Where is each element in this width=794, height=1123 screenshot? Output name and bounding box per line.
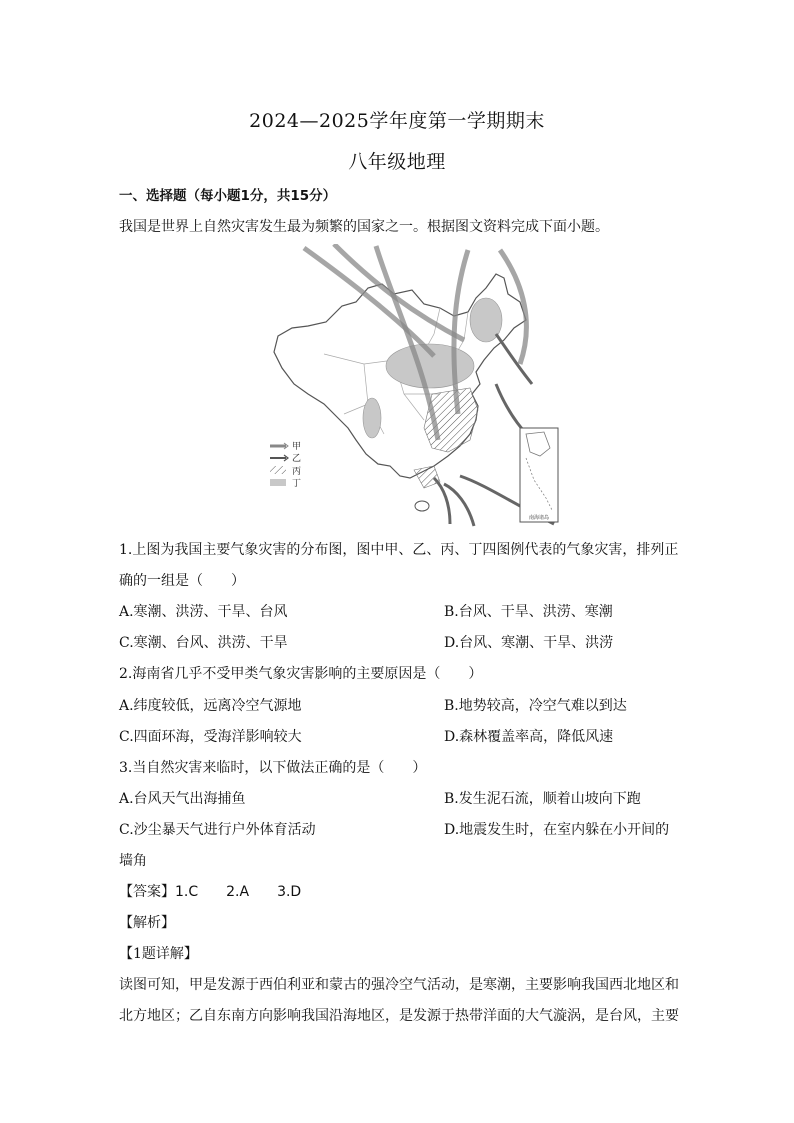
q1-option-d[interactable]: D.台风、寒潮、干旱、洪涝 bbox=[444, 635, 614, 651]
answer-label: 【答案】 bbox=[119, 884, 175, 900]
answer-line bbox=[119, 882, 301, 902]
legend-symbol-bing bbox=[270, 466, 286, 474]
q1-option-a[interactable]: A.寒潮、洪涝、干旱、台风 bbox=[119, 604, 288, 620]
analysis-text-1: 读图可知，甲是发源于西伯利亚和蒙古的强冷空气活动，是寒潮，主要影响我国西北地区和 bbox=[119, 977, 679, 993]
q1-option-b[interactable]: B.台风、干旱、洪涝、寒潮 bbox=[444, 604, 613, 620]
q2-option-a[interactable]: A.纬度较低，远离冷空气源地 bbox=[119, 698, 302, 714]
legend-label-yi: 乙 bbox=[292, 454, 302, 464]
hainan-island bbox=[415, 501, 429, 511]
map-legend bbox=[270, 441, 301, 489]
drought-area-southwest bbox=[363, 398, 381, 438]
q3-option-d[interactable]: D.地震发生时，在室内躲在小开间的 bbox=[444, 822, 670, 838]
disaster-map bbox=[264, 244, 560, 528]
q3-stem: 3.当自然灾害来临时，以下做法正确的是（ ） bbox=[119, 760, 427, 776]
q1-stem-cont: 确的一组是（ ） bbox=[119, 573, 245, 589]
analysis-detail-label: 【1题详解】 bbox=[119, 946, 198, 962]
inset-frame bbox=[520, 428, 558, 522]
q1-stem: 1.上图为我国主要气象灾害的分布图，图中甲、乙、丙、丁四图例代表的气象灾害，排列正 bbox=[119, 542, 679, 558]
analysis-text-2: 北方地区；乙自东南方向影响我国沿海地区，是发源于热带洋面的大气漩涡，是台风，主要 bbox=[119, 1008, 679, 1024]
q2-stem: 2.海南省几乎不受甲类气象灾害影响的主要原因是（ ） bbox=[119, 666, 483, 682]
legend-symbol-ding bbox=[270, 479, 286, 486]
flood-area-south bbox=[414, 466, 440, 488]
q2-option-b[interactable]: B.地势较高，冷空气难以到达 bbox=[444, 698, 627, 714]
exam-title: 2024—2025学年度第一学期期末 bbox=[249, 110, 545, 132]
section-intro: 我国是世界上自然灾害发生最为频繁的国家之一。根据图文资料完成下面小题。 bbox=[119, 219, 609, 235]
q3-option-c[interactable]: C.沙尘暴天气进行户外体育活动 bbox=[119, 822, 316, 838]
q2-option-d[interactable]: D.森林覆盖率高，降低风速 bbox=[444, 729, 614, 745]
legend-label-jia: 甲 bbox=[292, 442, 302, 452]
legend-label-bing: 丙 bbox=[292, 467, 302, 477]
exam-subtitle: 八年级地理 bbox=[348, 151, 446, 173]
q2-option-c[interactable]: C.四面环海，受海洋影响较大 bbox=[119, 729, 302, 745]
section-heading: 一、选择题（每小题1分，共15分） bbox=[119, 188, 337, 204]
inset-label: 南海诸岛 bbox=[528, 515, 550, 521]
answer-values: 1.C 2.A 3.D bbox=[175, 884, 302, 900]
q3-option-b[interactable]: B.发生泥石流，顺着山坡向下跑 bbox=[444, 791, 641, 807]
q3-option-d-cont: 墙角 bbox=[119, 853, 147, 869]
q3-option-a[interactable]: A.台风天气出海捕鱼 bbox=[119, 791, 246, 807]
q1-option-c[interactable]: C.寒潮、台风、洪涝、干旱 bbox=[119, 635, 288, 651]
analysis-label: 【解析】 bbox=[119, 915, 175, 931]
legend-label-ding: 丁 bbox=[292, 479, 302, 489]
